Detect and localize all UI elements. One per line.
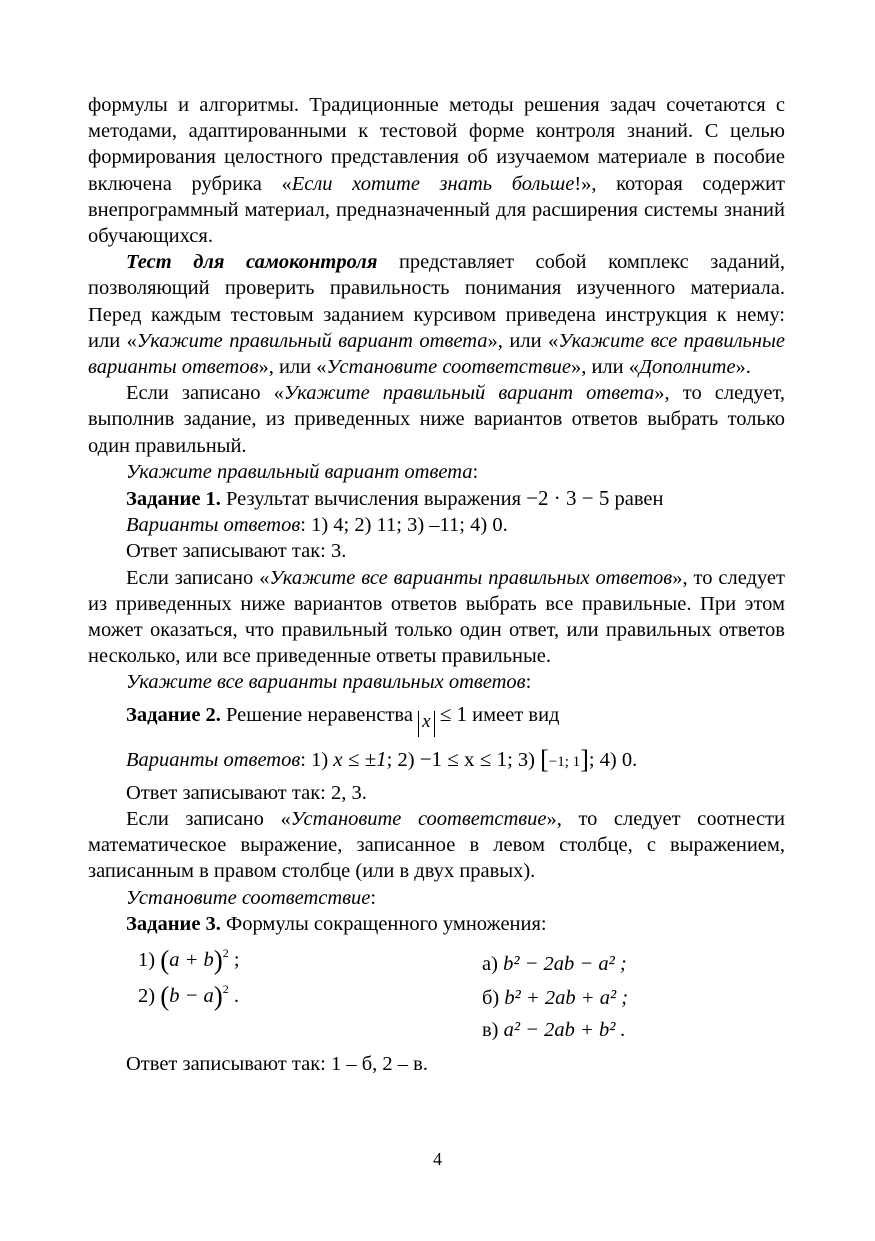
right-item-a: а) b² − 2ab − a² ;: [482, 953, 627, 976]
task1-variants: Варианты ответов: 1) 4; 2) 11; 3) –11; 4) 0.: [126, 514, 508, 537]
task2-instruction: Укажите все варианты правильных ответов:: [126, 671, 532, 694]
task3-statement: Задание 3. Формулы сокращенного умножения:: [126, 912, 547, 935]
task1-instruction: Укажите правильный вариант ответа:: [126, 460, 479, 483]
paragraph-4: Если записано «Укажите все варианты правильных ответов», то следует из приведенных ниже вариантов ответов выбрать все правильные. При этом может оказаться, что правильный только один ответ, или правильных ответов несколько, или все приведенные ответы правильные.: [88, 566, 785, 668]
abs-x: x: [418, 711, 434, 737]
paragraph-1: формулы и алгоритмы. Традиционные методы решения задач сочетаются с методами, адаптированными к тестовой форме контроля знаний. С целью формирования целостного представления об изучаемом материале в пособие включена рубрика «Если хотите знать больше!», которая содержит внепрограммный материал, предназначенный для расширения системы знаний обучающихся.: [88, 94, 785, 248]
page-number: 4: [433, 1149, 442, 1169]
right-item-v: в) a² − 2ab + b² .: [482, 1019, 626, 1042]
left-item-2: 2) $(b - a)^2$ .: [138, 981, 240, 1012]
matching-table: [88, 943, 785, 1047]
task2-variants: Варианты ответов: 1) x ≤ ±1; 2) −1 ≤ x ≤ 1; 3) [−1; 1]; 4) 0.: [126, 744, 638, 774]
left-item-1: 1) $(a + b)^2$ ;: [138, 945, 240, 976]
task1-statement: Задание 1. Результат вычисления выражения −2 · 3 − 5 равен: [126, 486, 664, 511]
task1-answer: Ответ записывают так: 3.: [126, 540, 347, 563]
task2-answer: Ответ записывают так: 2, 3.: [126, 781, 367, 804]
task2-statement: Задание 2. Решение неравенства x ≤ 1 имеет вид: [88, 701, 785, 737]
task3-answer: Ответ записывают так: 1 – б, 2 – в.: [126, 1053, 428, 1076]
page-body: [88, 92, 785, 1077]
paragraph-5: Если записано «Установите соответствие», то следует соотнести математическое выражение, записанное в левом столбце, с выражением, записанным в правом столбце (или в двух правых).: [88, 808, 785, 883]
right-item-b: б) b² + 2ab + a² ;: [482, 987, 629, 1010]
paragraph-2: Тест для самоконтроля представляет собой комплекс заданий, позволяющий проверить правильность понимания изученного материала. Перед каждым тестовым заданием курсивом приведена инструкция к нему: или «Укажите правильный вариант ответа», или «Укажите все правильные варианты ответов», или «Установите соответствие», или «Дополните».: [88, 251, 786, 379]
task3-instruction: Установите соответствие:: [126, 886, 377, 909]
paragraph-3: Если записано «Укажите правильный вариант ответа», то следует, выполнив задание, из приведенных ниже вариантов ответов выбрать только один правильный.: [88, 382, 786, 457]
